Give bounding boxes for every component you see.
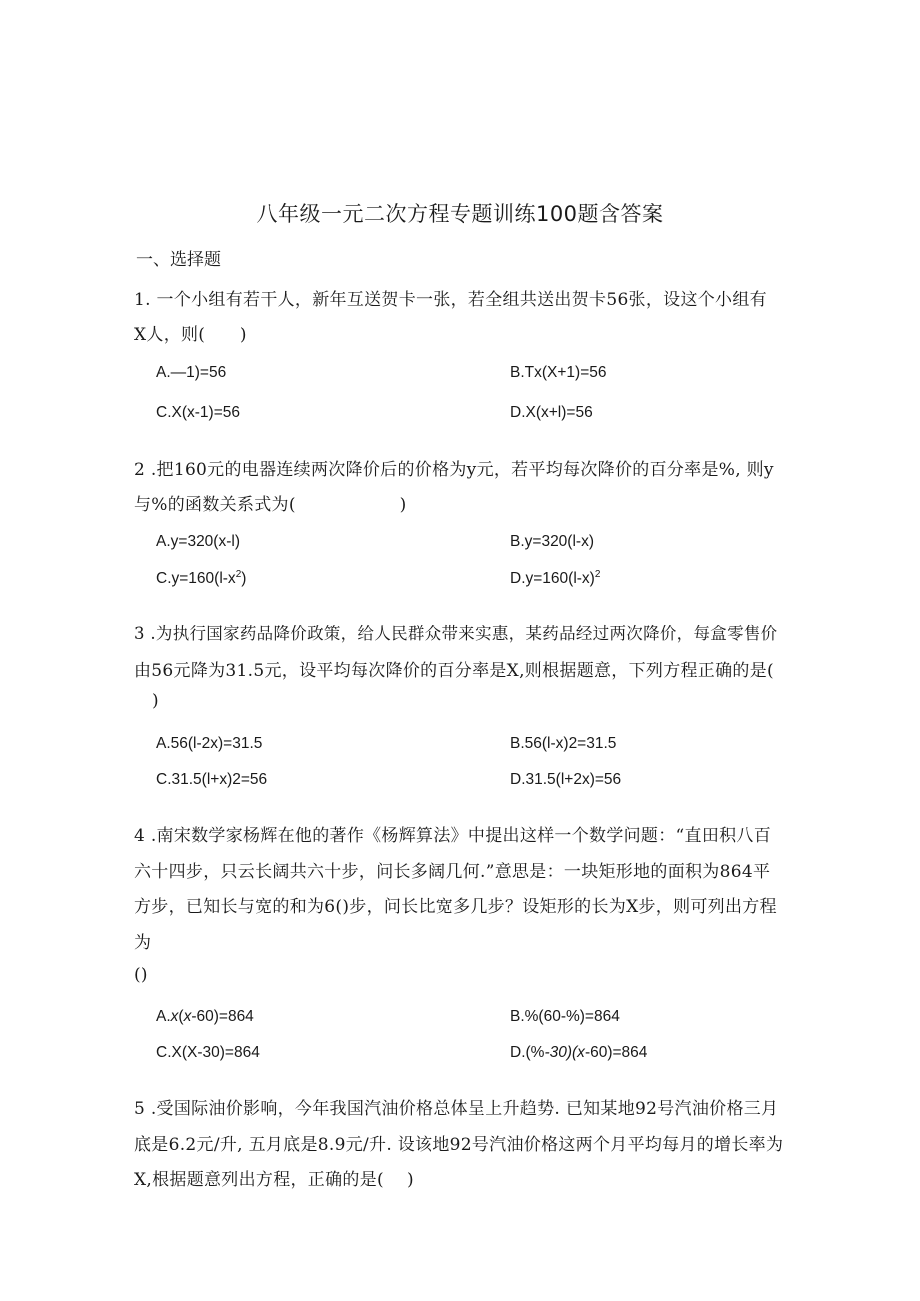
question-4-line-2: 六十四步，只云长阔共六十步，问长多阔几何.”意思是：一块矩形地的面积为864平 [134, 862, 771, 882]
question-2-option-c [156, 569, 246, 588]
question-2-option-c-exponent: 2 [235, 569, 242, 580]
question-3-option-b: B.56(l-x)2=31.5 [510, 735, 617, 752]
question-4-line-5: () [134, 965, 148, 985]
question-4-option-a-var1: x [170, 1008, 179, 1025]
question-4-option-b: B.%(60-%)=864 [510, 1008, 620, 1025]
question-4-option-a [156, 1008, 254, 1026]
question-4-option-a-paren: ( [178, 1008, 184, 1025]
question-4-option-d-label: D.(% [510, 1044, 545, 1061]
question-4-option-d [510, 1044, 647, 1062]
question-3-line-3: ) [152, 691, 159, 711]
question-4-option-d-rest: -60)=864 [584, 1044, 648, 1061]
question-3-option-c: C.31.5(l+x)2=56 [156, 771, 268, 788]
question-5-line-3: X,根据题意列出方程，正确的是( ) [134, 1170, 414, 1190]
document-title: 八年级一元二次方程专题训练100题含答案 [256, 202, 664, 226]
question-4-line-3: 方步，已知长与宽的和为6()步，问长比宽多几步？设矩形的长为X步，则可列出方程 [134, 897, 777, 917]
question-4-line-4: 为 [134, 933, 152, 953]
question-2-line-1: 2 .把160元的电器连续两次降价后的价格为y元，若平均每次降价的百分率是%, 则y [134, 460, 774, 480]
question-2-line-2: 与%的函数关系式为( ) [134, 495, 407, 515]
question-4-line-1: 4 .南宋数学家杨辉在他的著作《杨辉算法》中提出这样一个数学问题：“直田积八百 [134, 826, 772, 846]
question-2-option-d [510, 569, 600, 588]
question-1-option-a: A.—1)=56 [156, 364, 227, 381]
question-3-line-2: 由56元降为31.5元，设平均每次降价的百分率是X,则根据题意，下列方程正确的是( [134, 661, 774, 681]
question-2-option-d-exponent: 2 [594, 569, 601, 580]
question-1-option-d: D.X(x+l)=56 [510, 404, 593, 421]
question-2-option-c-close: ) [241, 570, 247, 588]
question-5-line-2: 底是6.2元/升, 五月底是8.9元/升. 设该地92号汽油价格这两个月平均每月的增长率为 [134, 1135, 784, 1155]
question-1-line-2: X人，则( ) [134, 325, 247, 345]
question-1-line-1: 1. 一个小组有若干人，新年互送贺卡一张，若全组共送出贺卡56张，设这个小组有 [134, 290, 767, 310]
question-4-option-c: C.X(X-30)=864 [156, 1044, 260, 1061]
question-3-option-d: D.31.5(l+2x)=56 [510, 771, 622, 788]
question-4-option-a-rest: -60)=864 [191, 1008, 254, 1025]
question-5-line-1: 5 .受国际油价影响，今年我国汽油价格总体呈上升趋势. 已知某地92号汽油价格三月 [134, 1099, 779, 1119]
question-3-option-a: A.56(l-2x)=31.5 [156, 735, 263, 752]
question-2-option-b: B.y=320(l-x) [510, 533, 594, 550]
question-1-option-c: C.X(x-1)=56 [156, 404, 240, 421]
question-2-option-a: A.y=320(x-l) [156, 533, 240, 550]
question-4-option-a-var2: x [183, 1008, 192, 1025]
question-4-option-a-label: A. [156, 1008, 171, 1025]
question-2-option-c-text: C.y=160(l-x [156, 570, 236, 588]
question-4-option-d-italic: -30)(x [544, 1044, 585, 1061]
section-heading: 一、选择题 [136, 250, 221, 270]
question-3-line-1: 3 .为执行国家药品降价政策，给人民群众带来实惠，某药品经过两次降价，每盒零售价 [134, 624, 778, 643]
question-1-option-b: B.Tx(X+1)=56 [510, 364, 607, 381]
question-2-option-d-text: D.y=160(l-x) [510, 570, 595, 588]
